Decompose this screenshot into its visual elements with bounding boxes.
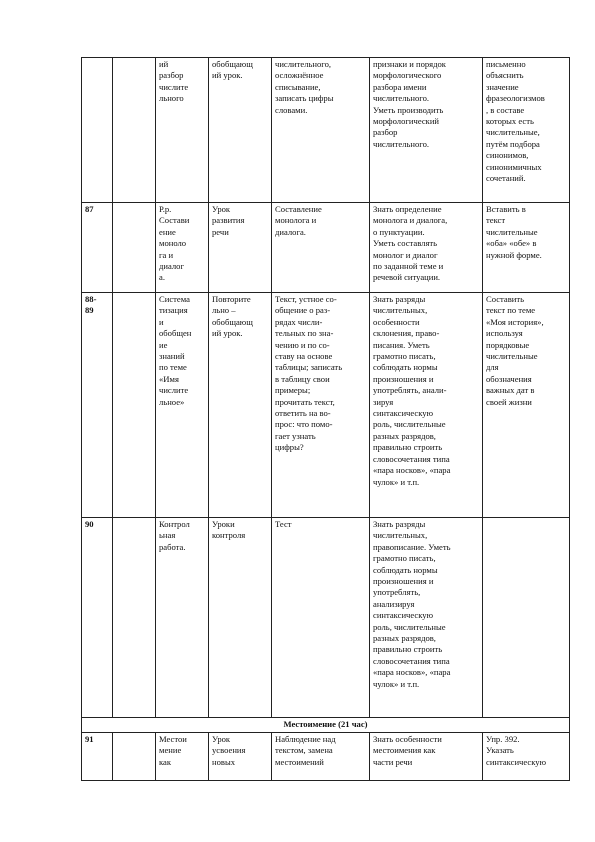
- lesson-homework: Вставить в текст числительные «оба» «обе» в нужной форме.: [483, 203, 570, 293]
- lesson-type: Урок развития речи: [209, 203, 272, 293]
- hours-cell: [113, 518, 156, 718]
- lesson-activity: Тест: [272, 518, 370, 718]
- table-row: [82, 733, 570, 781]
- lesson-type: Урок усвоения новых: [209, 733, 272, 781]
- table-row: [82, 203, 570, 293]
- lesson-topic: Контрол ьная работа.: [156, 518, 209, 718]
- lesson-homework: письменно объяснить значение фразеологизмов , в составе которых есть числительные, путём подбора синонимов, синонимичных сочетаний.: [483, 58, 570, 203]
- lesson-homework: [483, 518, 570, 718]
- lesson-number: 90: [82, 518, 113, 718]
- lesson-activity: Текст, устное со- общение о раз- рядах числи- тельных по зна- чению и по со- ставу на основе таблицы; записать в таблицу свои примеры; прочитать текст, ответить на во- прос: что помо- гает узнать цифры?: [272, 293, 370, 518]
- table-row: [82, 293, 570, 518]
- lesson-number: 87: [82, 203, 113, 293]
- table-row: [82, 518, 570, 718]
- lesson-type: Уроки контроля: [209, 518, 272, 718]
- lesson-results: Знать разряды числительных, особенности склонения, право- писания. Уметь грамотно писать, соблюдать нормы произношения и употреблять, анали- зируя синтаксическую роль, числительные разных разрядов, правильно строить словосочетания типа «пара носков», «пара чулок» и т.п.: [370, 293, 483, 518]
- lesson-activity: числительного, осложнённое списывание, записать цифры словами.: [272, 58, 370, 203]
- lesson-type: Повторите льно – обобщающ ий урок.: [209, 293, 272, 518]
- lesson-topic: Местои мение как: [156, 733, 209, 781]
- section-title: Местоимение (21 час): [82, 718, 570, 733]
- section-header-row: [82, 718, 570, 733]
- lesson-homework: Составить текст по теме «Моя история», используя порядковые числительные для обозначения важных дат в своей жизни: [483, 293, 570, 518]
- lesson-results: признаки и порядок морфологического разбора имени числительного. Уметь производить морфологический разбор числительного.: [370, 58, 483, 203]
- lesson-topic: Р.р. Состави ение моноло га и диалог а.: [156, 203, 209, 293]
- lesson-plan-table: [81, 57, 570, 781]
- lesson-results: Знать разряды числительных, правописание. Уметь грамотно писать, соблюдать нормы произношения и употреблять, анализируя синтаксическую роль, числительные разных разрядов, правильно строить словосочетания типа «пара носков», «пара чулок» и т.п.: [370, 518, 483, 718]
- table-row: [82, 58, 570, 203]
- lesson-activity: Наблюдение над текстом, замена местоимений: [272, 733, 370, 781]
- hours-cell: [113, 203, 156, 293]
- lesson-topic: Система тизация и обобщен ие знаний по теме «Имя числите льное»: [156, 293, 209, 518]
- lesson-number: 88- 89: [82, 293, 113, 518]
- lesson-number: 91: [82, 733, 113, 781]
- lesson-results: Знать определение монолога и диалога, о пунктуации. Уметь составлять монолог и диалог по заданной теме и речевой ситуации.: [370, 203, 483, 293]
- lesson-topic: ий разбор числите льного: [156, 58, 209, 203]
- lesson-number: [82, 58, 113, 203]
- hours-cell: [113, 733, 156, 781]
- lesson-type: обобщающ ий урок.: [209, 58, 272, 203]
- hours-cell: [113, 293, 156, 518]
- lesson-results: Знать особенности местоимения как части речи: [370, 733, 483, 781]
- lesson-activity: Составление монолога и диалога.: [272, 203, 370, 293]
- hours-cell: [113, 58, 156, 203]
- lesson-homework: Упр. 392. Указать синтаксическую: [483, 733, 570, 781]
